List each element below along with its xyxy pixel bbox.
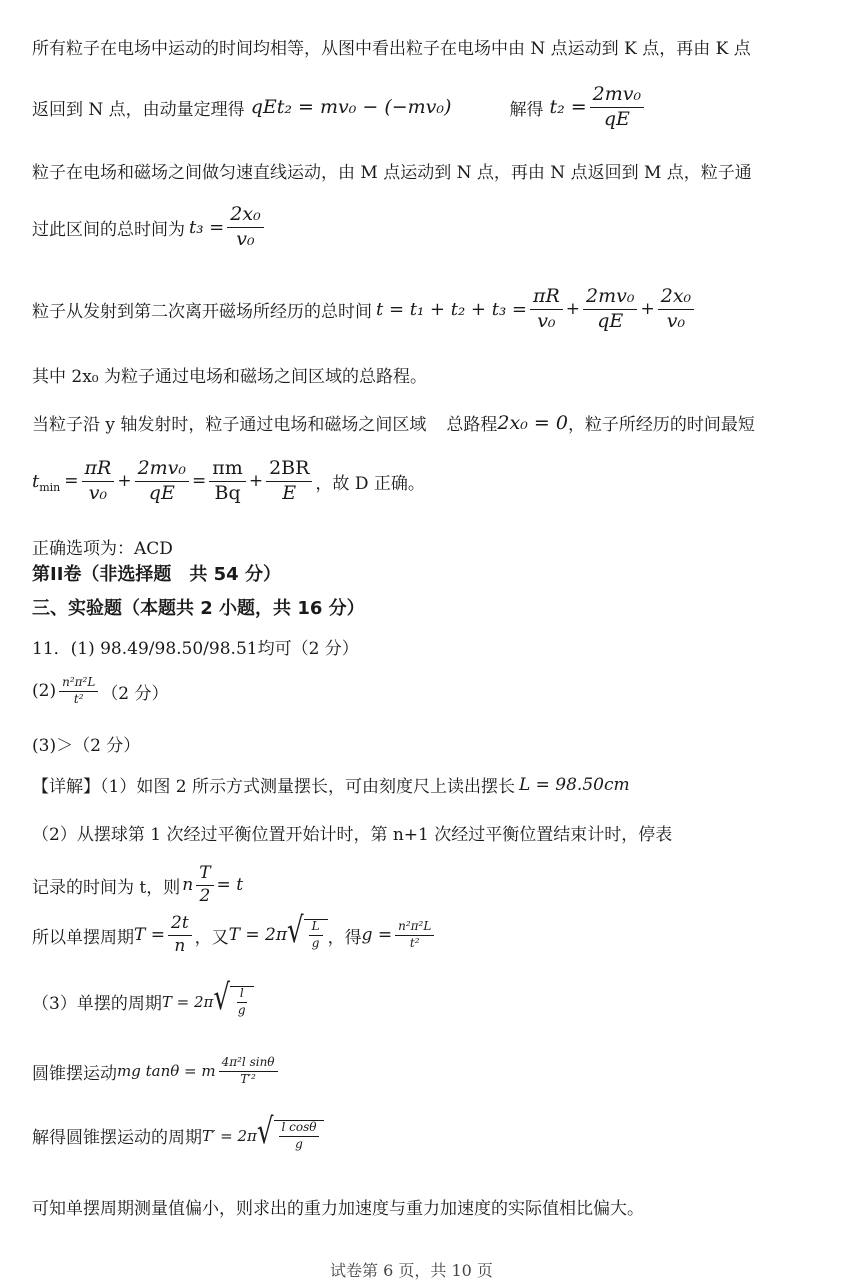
text-line-4 (32, 204, 267, 251)
text-line-5 (32, 286, 697, 333)
fraction (583, 286, 637, 333)
numerator: n²π²L (59, 676, 98, 692)
text: （3）单摆的周期 (32, 994, 162, 1015)
denominator: v₀ (666, 309, 686, 332)
equals-sign: = (192, 471, 207, 492)
denominator: E (282, 481, 297, 504)
text: 粒子从发射到第二次离开磁场所经历的总时间 (32, 301, 372, 322)
plus-sign: + (565, 299, 581, 320)
text: 解得 (509, 99, 544, 120)
text: ，粒子所经历的时间最短 (567, 415, 755, 435)
denominator: qE (603, 107, 630, 130)
denominator: qE (597, 309, 624, 332)
page-number: 试卷第 6 页，共 10 页 (330, 1261, 493, 1280)
answer-11-1 (32, 634, 359, 659)
square-root: √ $\frac{\text{l cosθ}}{g}$ (257, 1120, 325, 1152)
fraction (279, 1121, 320, 1152)
numerator: πR (82, 458, 115, 482)
section-heading-experiment (32, 594, 365, 620)
text: 粒子在电场和磁场之间做匀速直线运动，由 M 点运动到 N 点，再由 N 点返回到 M 点，粒子通 (32, 163, 752, 183)
text-line-1 (32, 34, 751, 59)
math: t₂ = (549, 96, 587, 119)
denominator: qE (148, 481, 175, 504)
numerator: T (196, 864, 213, 886)
text-line-8 (32, 458, 425, 505)
numerator: 2mv₀ (590, 84, 644, 108)
plus-sign: + (640, 299, 655, 320)
text: (3)＞（2 分） (32, 736, 141, 756)
denominator: Bq (214, 481, 241, 504)
section-heading-part2 (32, 560, 281, 586)
text: ，故 D 正确。 (315, 473, 425, 494)
text-line-7 (32, 410, 755, 435)
fraction (82, 458, 115, 505)
math: T′ = 2π (202, 1126, 257, 1145)
text: 所有粒子在电场中运动的时间均相等，从图中看出粒子在电场中由 N 点运动到 K 点，再由 K 点 (32, 39, 751, 59)
square-root: √ $\frac{l}{g}$ (213, 986, 253, 1018)
numerator: l cosθ (279, 1121, 320, 1137)
text: 正确选项为：ACD (32, 539, 173, 559)
text-line-3 (32, 158, 752, 183)
math: mg tanθ = m (117, 1062, 216, 1081)
text: ，又 (194, 927, 229, 948)
text-line-6 (32, 362, 427, 387)
detail-line-2 (32, 820, 672, 845)
numerator: L (309, 920, 323, 936)
fraction (395, 920, 434, 951)
text: 当粒子沿 y 轴发射时，粒子通过电场和磁场之间区域 (32, 415, 427, 435)
square-root: √ $\frac{L}{g}$ (287, 919, 328, 951)
detail-line-7 (32, 1111, 324, 1153)
text: 返回到 N 点，由动量定理得 (32, 99, 245, 120)
numerator: πR (530, 286, 563, 310)
text: 其中 2x₀ 为粒子通过电场和磁场之间区域的总路程。 (32, 367, 428, 387)
denominator: t² (73, 691, 84, 706)
answer-11-3 (32, 731, 140, 756)
text: ，得 (327, 927, 362, 948)
text: 总路程 (446, 415, 498, 435)
math: t₃ = (189, 216, 225, 238)
plus-sign: + (117, 471, 132, 492)
numerator: 2x₀ (658, 286, 694, 310)
denominator: g (295, 1136, 303, 1151)
text: （2）从摆球第 1 次经过平衡位置开始计时，第 n+1 次经过平衡位置结束计时，停表 (32, 825, 673, 845)
denominator: T′² (240, 1071, 256, 1086)
math: n (182, 875, 194, 896)
fraction (266, 458, 312, 505)
denominator: v₀ (88, 481, 108, 504)
fraction (227, 204, 263, 251)
text: 所以单摆周期 (32, 927, 134, 948)
text: 解得圆锥摆运动的周期 (32, 1128, 202, 1149)
fraction (196, 864, 213, 906)
math: t (32, 470, 40, 492)
text: 记录的时间为 t，则 (32, 877, 181, 898)
text: (2) (32, 681, 57, 702)
numerator: 2t (168, 914, 192, 936)
equals-sign: = (64, 471, 79, 492)
math: T = (134, 925, 165, 946)
math: T = 2π (161, 992, 214, 1011)
denominator: v₀ (537, 309, 556, 332)
subscript: min (39, 480, 61, 494)
answer-11-2 (32, 676, 169, 707)
numerator: 2BR (266, 458, 312, 482)
denominator: v₀ (236, 227, 255, 250)
text: 【详解】（1）如图 2 所示方式测量摆长，可由刻度尺上读出摆长 (32, 777, 515, 797)
fraction (209, 458, 246, 505)
numerator: 2x₀ (227, 204, 263, 228)
text: 过此区间的总时间为 (32, 219, 185, 240)
fraction (530, 286, 563, 333)
numerator: 4π²l sinθ (219, 1056, 278, 1072)
heading: 第II卷（非选择题 共 54 分） (32, 564, 281, 585)
plus-sign: + (248, 471, 264, 492)
text: 圆锥摆运动 (32, 1063, 117, 1084)
math: g = (361, 925, 393, 946)
heading: 三、实验题（本题共 2 小题，共 16 分） (32, 598, 365, 619)
math: L = 98.50cm (518, 774, 630, 795)
numerator: 2mv₀ (583, 286, 637, 310)
text-line-9 (32, 534, 173, 559)
numerator: n²π²L (395, 920, 434, 936)
fraction (219, 1056, 278, 1087)
denominator: n (174, 935, 186, 956)
numerator: πm (209, 458, 246, 482)
numerator: 2mv₀ (135, 458, 189, 482)
denominator: g (237, 1002, 246, 1017)
text: 可知单摆周期测量值偏小，则求出的重力加速度与重力加速度的实际值相比偏大。 (32, 1199, 644, 1219)
text-line-2 (32, 84, 647, 131)
fraction (235, 987, 249, 1018)
detail-line-3 (32, 864, 243, 906)
text: 11．(1) 98.49/98.50/98.51均可（2 分） (32, 639, 359, 659)
detail-line-5 (32, 977, 254, 1019)
numerator: l (237, 987, 247, 1003)
fraction (590, 84, 644, 131)
detail-line-8 (32, 1194, 644, 1219)
detail-line-1 (32, 772, 630, 797)
math: t = t₁ + t₂ + t₃ = (376, 298, 527, 320)
math: 2x₀ = 0 (497, 411, 568, 434)
detail-line-6 (32, 1056, 281, 1087)
fraction (309, 920, 323, 951)
fraction (59, 676, 98, 707)
detail-line-4 (32, 911, 437, 956)
denominator: g (311, 936, 320, 951)
fraction (168, 914, 192, 956)
fraction (658, 286, 694, 333)
math: T = 2π (228, 925, 288, 946)
math: = t (216, 875, 244, 896)
denominator: 2 (199, 885, 211, 906)
text: （2 分） (101, 683, 169, 704)
denominator: t² (409, 935, 420, 950)
momentum-equation: qEt₂ = mv₀ − (−mv₀) (250, 96, 452, 119)
fraction (135, 458, 189, 505)
